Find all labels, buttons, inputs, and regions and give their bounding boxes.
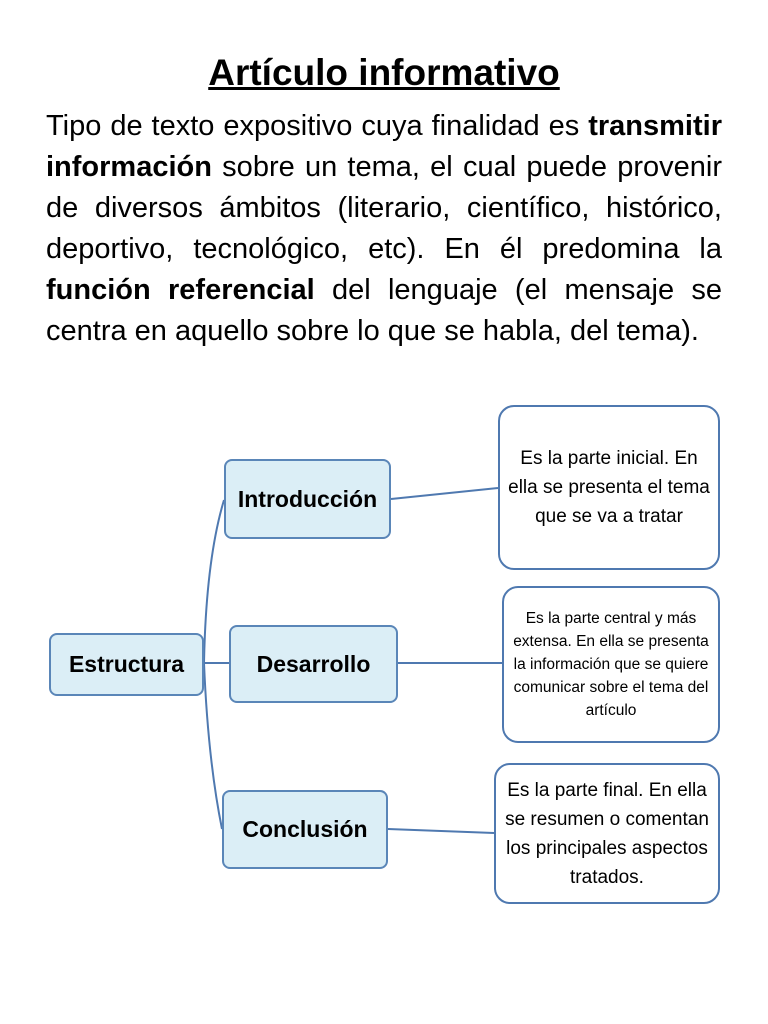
connector-introduccion-desc — [391, 488, 498, 499]
desc-conclusion — [494, 763, 720, 904]
desc-introduccion-text: Es la parte inicial. En ella se presenta el tema que se va a tratar — [508, 448, 710, 527]
connector-conclusion-desc — [388, 829, 494, 833]
connector-root-conclusion — [204, 663, 222, 829]
intro-text-2: sobre un tema, el cual puede provenir de diversos ámbitos (literario, científico, histórico, deportivo, tecnológico, etc). En él predomina la — [46, 151, 722, 265]
document-title: Artículo informativo — [208, 52, 560, 93]
connector-root-introduccion — [204, 500, 224, 663]
node-introduccion: Introducción — [224, 459, 391, 539]
intro-bold-2: función referencial — [46, 274, 315, 306]
intro-text-1: Tipo de texto expositivo cuya finalidad es — [46, 110, 589, 142]
node-desarrollo: Desarrollo — [229, 625, 398, 703]
intro-bold-1: transmitir información — [46, 110, 722, 183]
desc-desarrollo-text: Es la parte central y más extensa. En ella se presenta la información que se quiere comunicar sobre el tema del artículo — [513, 610, 709, 719]
desc-introduccion — [498, 405, 720, 570]
desc-conclusion-text: Es la parte final. En ella se resumen o comentan los principales aspectos tratados. — [505, 779, 709, 888]
node-conclusion: Conclusión — [222, 790, 388, 869]
intro-text-3: del lenguaje (el mensaje se centra en aquello sobre lo que se habla, del tema). — [46, 274, 722, 347]
desc-desarrollo — [502, 586, 720, 743]
node-estructura: Estructura — [49, 633, 204, 696]
